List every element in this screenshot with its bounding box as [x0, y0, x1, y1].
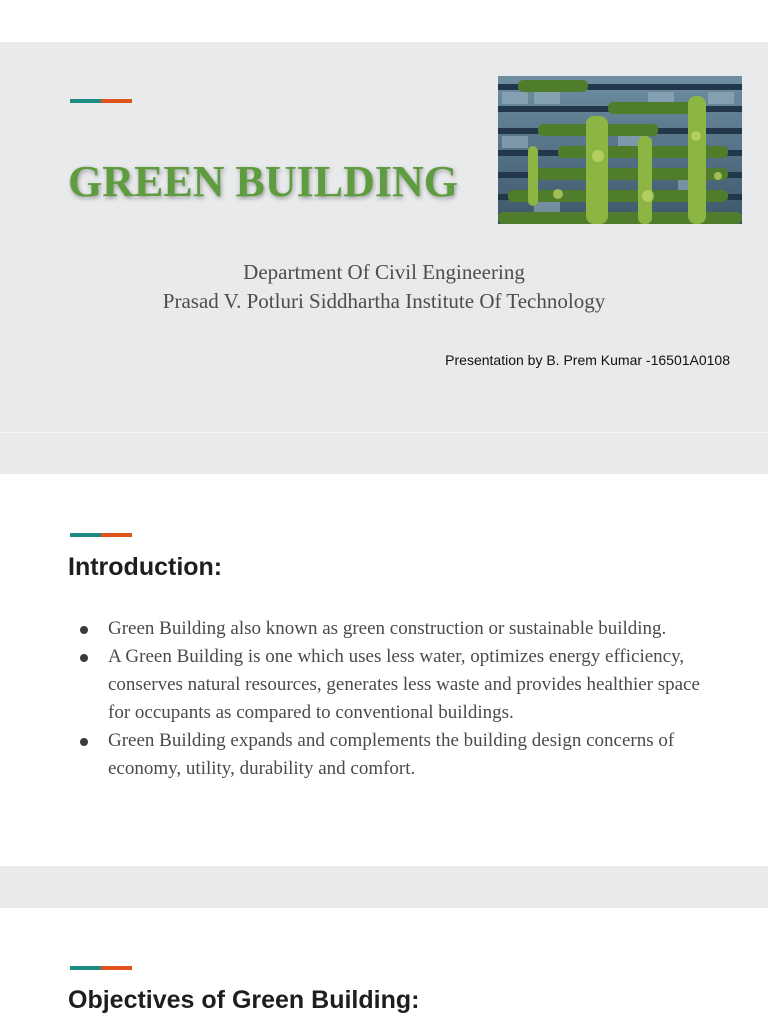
accent-bar [70, 966, 132, 970]
bullet-icon [80, 626, 88, 634]
presentation-title: GREEN BUILDING [68, 157, 458, 206]
page-gap [0, 432, 768, 433]
list-item [80, 615, 700, 643]
green-building-photo [498, 76, 742, 224]
accent-bar [70, 533, 132, 537]
bullet-icon [80, 654, 88, 662]
bullet-list [80, 615, 700, 783]
institute-name: Prasad V. Potluri Siddhartha Institute Of Technology [162, 289, 606, 313]
page-gap [0, 0, 768, 42]
section-heading: Introduction: [68, 553, 223, 581]
presenter-byline: Presentation by B. Prem Kumar -16501A0108 [445, 352, 730, 368]
bullet-text: Green Building expands and complements the building design concerns of economy, utility, durability and comfort. [108, 730, 675, 779]
list-item [80, 727, 700, 783]
department-name: Department Of Civil Engineering [243, 260, 525, 284]
accent-bar [70, 99, 132, 103]
list-item [80, 643, 700, 727]
section-heading: Objectives of Green Building: [68, 986, 420, 1014]
bullet-text: A Green Building is one which uses less water, optimizes energy efficiency, conserves natural resources, generates less waste and provides healthier space for occupants as compared to conventional buildings. [108, 646, 700, 723]
bullet-text: Green Building also known as green construction or sustainable building. [108, 618, 667, 639]
bullet-icon [80, 738, 88, 746]
